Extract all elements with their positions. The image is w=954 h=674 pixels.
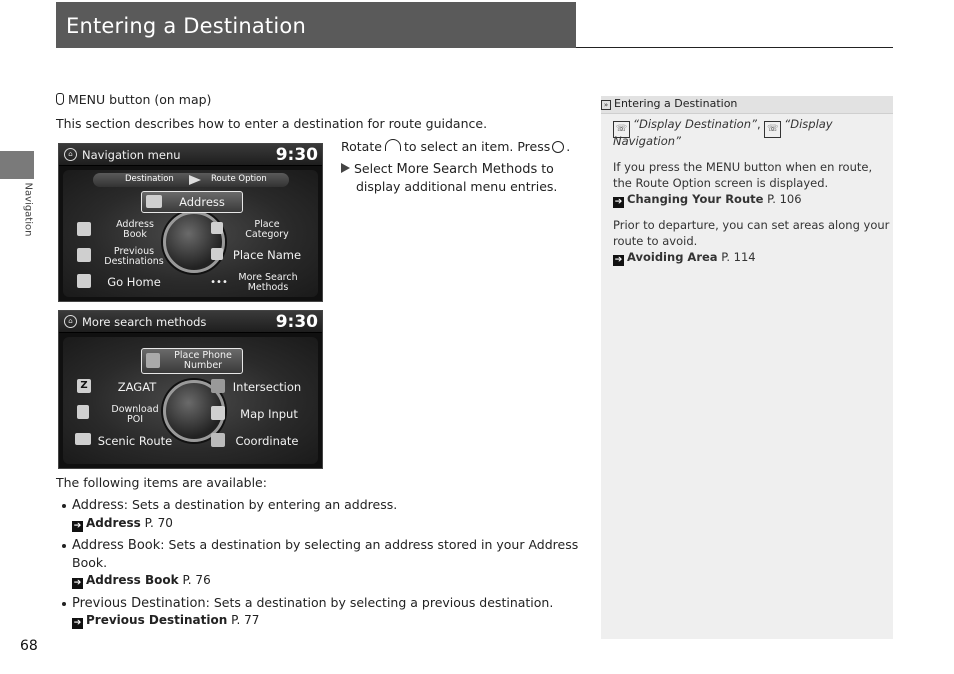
note-box — [601, 96, 893, 639]
scenic-route-icon — [75, 433, 91, 445]
arrow-right-icon — [189, 175, 201, 185]
place-category-icon — [211, 222, 223, 234]
list-item: Previous Destination: Sets a destination by selecting a previous destination. — [72, 595, 554, 611]
screen-title: More search methods — [82, 315, 207, 329]
ref-arrow-icon: ➔ — [614, 197, 623, 207]
list-item-cont: Book. — [72, 555, 108, 570]
selector-dial[interactable] — [163, 211, 225, 273]
menu-button-line: MENU button (on map) — [56, 91, 211, 109]
title-rule — [576, 47, 893, 48]
place-name-icon — [211, 248, 223, 260]
screen-header — [59, 311, 322, 333]
voice-commands-cont: Navigation” — [613, 134, 681, 148]
ref-arrow-icon: ➔ — [73, 578, 82, 588]
bullet — [62, 602, 66, 606]
voice-commands: ☏ “Display Destination”, ☏ “Display — [613, 116, 833, 138]
avoiding-area-ref-link[interactable]: ➔ Avoiding Area P. 114 — [614, 250, 756, 265]
step-arrow-icon — [341, 163, 350, 173]
ref-arrow-icon: ➔ — [614, 255, 623, 265]
enter-button-icon — [552, 141, 564, 153]
voice-command-icon: ☏ — [613, 121, 630, 138]
select-instruction-cont: display additional menu entries. — [356, 179, 558, 194]
address-option[interactable]: Address — [141, 191, 243, 213]
download-poi-option[interactable]: Download POI — [111, 404, 159, 425]
items-intro: The following items are available: — [56, 475, 267, 490]
screen-title: Navigation menu — [82, 148, 181, 162]
destination-tab[interactable]: Destination — [125, 174, 174, 184]
section-tab-label: Navigation — [22, 182, 34, 237]
go-home-icon — [77, 274, 91, 288]
address-book-ref-link[interactable]: ➔ Address Book P. 76 — [73, 573, 211, 588]
title-bar — [56, 2, 576, 48]
intersection-option[interactable]: Intersection — [232, 380, 302, 394]
note-paragraph: If you press the MENU button when en route, — [613, 160, 873, 174]
route-strip — [93, 173, 289, 187]
more-search-methods-screen — [58, 310, 323, 469]
more-search-methods-option[interactable]: More Search Methods — [238, 272, 298, 293]
coordinate-option[interactable]: Coordinate — [235, 434, 299, 448]
map-input-option[interactable]: Map Input — [240, 407, 298, 421]
zagat-icon: Z — [77, 379, 91, 393]
address-book-icon — [77, 222, 91, 236]
go-home-option[interactable]: Go Home — [107, 275, 161, 289]
ref-arrow-icon: ➔ — [73, 521, 82, 531]
address-ref-link[interactable]: ➔ Address P. 70 — [73, 516, 173, 531]
section-tab[interactable] — [0, 151, 34, 179]
voice-command-icon: ☏ — [764, 121, 781, 138]
select-instruction: Select More Search Methods to — [341, 160, 554, 179]
place-name-option[interactable]: Place Name — [232, 248, 302, 262]
page-title: Entering a Destination — [66, 14, 306, 38]
place-phone-number-option[interactable]: Place Phone Number — [141, 348, 243, 374]
navigation-menu-screen — [58, 143, 323, 302]
previous-destination-ref-link[interactable]: ➔ Previous Destination P. 77 — [73, 613, 260, 628]
list-item: Address Book: Sets a destination by selecting an address stored in your Address — [72, 537, 579, 553]
map-input-icon — [211, 406, 225, 420]
note-paragraph: route to avoid. — [613, 234, 698, 248]
interface-dial-icon — [385, 139, 401, 151]
zagat-option[interactable]: ZAGAT — [117, 380, 157, 394]
previous-destinations-icon — [77, 248, 91, 262]
place-category-option[interactable]: Place Category — [245, 219, 289, 240]
changing-route-ref-link[interactable]: ➔ Changing Your Route P. 106 — [614, 192, 802, 207]
note-header: » Entering a Destination — [601, 96, 893, 114]
page-number: 68 — [20, 638, 38, 654]
clock: 9:30 — [275, 312, 318, 332]
scenic-route-option[interactable]: Scenic Route — [97, 434, 173, 448]
ref-arrow-icon: ➔ — [73, 618, 82, 628]
clock: 9:30 — [275, 145, 318, 165]
download-poi-icon — [77, 405, 89, 419]
intro-text: This section describes how to enter a destination for route guidance. — [56, 116, 488, 131]
bullet — [62, 504, 66, 508]
bullet — [62, 544, 66, 548]
rotate-instruction: Rotate to select an item. Press . — [341, 139, 571, 154]
note-arrow-icon: » — [601, 100, 611, 110]
list-item: Address: Sets a destination by entering an address. — [72, 497, 398, 513]
address-book-option[interactable]: Address Book — [116, 219, 154, 240]
note-paragraph: Prior to departure, you can set areas along your — [613, 218, 890, 232]
screen-body — [63, 170, 318, 297]
more-icon: ••• — [210, 277, 228, 288]
home-icon: ⌂ — [64, 148, 77, 161]
note-paragraph: the Route Option screen is displayed. — [613, 176, 829, 190]
address-icon — [146, 195, 162, 208]
menu-button-icon — [56, 93, 64, 105]
phone-keypad-icon — [146, 353, 160, 368]
intersection-icon — [211, 379, 225, 393]
previous-destinations-option[interactable]: Previous Destinations — [104, 246, 164, 267]
route-option-tab[interactable]: Route Option — [211, 174, 267, 184]
screen-body — [63, 337, 318, 464]
home-icon: ⌂ — [64, 315, 77, 328]
screen-header — [59, 144, 322, 166]
coordinate-icon — [211, 433, 225, 447]
